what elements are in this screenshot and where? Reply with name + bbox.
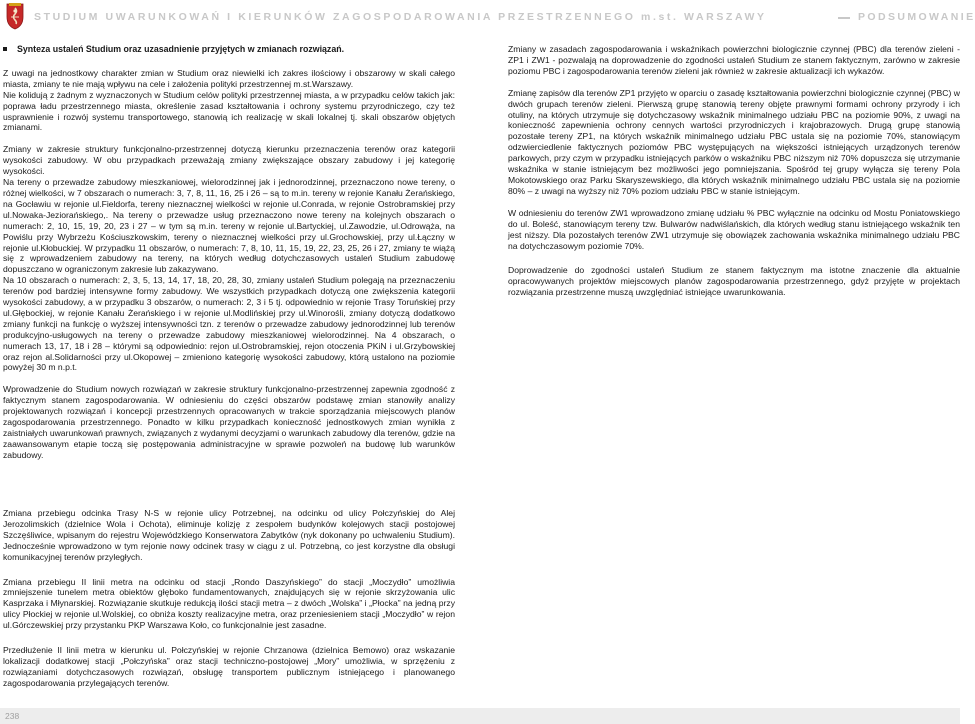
left-column — [3, 44, 455, 461]
section-title: PODSUMOWANIE — [858, 11, 975, 23]
bottom-section — [3, 508, 455, 689]
paragraph: Na 10 obszarach o numerach: 2, 3, 5, 13, 14, 17, 18, 20, 28, 30, zmiany ustaleń Studium polegają na przeznaczeniu terenów pod bardziej intensywne formy zabudowy. We wszystkich przypadkach dotyczą one zwiększenia kategorii wysokości zabudowy, a w przypadku 3 obszarów, o numerach: 2, 3 i 5 tj. odpowiednio w rejonie Trasy Toruńskiej przy ul.Głębockiej, w rejonie Kanału Żerańskiego i w rejonie ul.Modlińskiej przy ul.Winorośli, zmiany dotyczą dodatkowo zmiany funkcji na funkcję o wyższej intensywności tzn. z terenów o przewadze zabudowy jednorodzinnej lub terenów produkcyjno-usługowych na tereny o przewadze zabudowy mieszkaniowej wielorodzinnej. Na 4 obszarach, o numerach 13, 17, 18 i 28 – którymi są odpowiednio: rejon ul.Ostrobramskiej, rejon otoczenia PKiN i ul.Grzybowskiej oraz rejon al.Solidarności przy ul.Okopowej – zmieniono kategorię wysokości zabudowy, którą ustalono na poziomie powyżej 30 m n.p.t. — [3, 275, 455, 373]
heading-text: Synteza ustaleń Studium oraz uzasadnienie przyjętych w zmianach rozwiązań. — [17, 44, 345, 54]
paragraph: Z uwagi na jednostkowy charakter zmian w Studium oraz niewielki ich zakres ilościowy i obszarowy w skali całego miasta, zmiany te nie mają wpływu na cele i założenia polityki przestrzennej m.st.Warszawy. — [3, 67, 455, 89]
warsaw-coat-of-arms-icon — [4, 3, 26, 30]
paragraph: Przedłużenie II linii metra w kierunku ul. Połczyńskiej w rejonie Chrzanowa (dzielnica Bemowo) oraz wskazanie lokalizacji dodatkowej stacji „Połczyńska” oraz stacji techniczno-postojowej „Mory” umożliwia, w sprzężeniu z rozwiązaniami dotychczasowych rozwiązań, obsługę transportem publicznym istniejącego i planowanego zagospodarowania przylegających terenów. — [3, 645, 455, 688]
paragraph: Wprowadzenie do Studium nowych rozwiązań w zakresie struktury funkcjonalno-przestrzennej zapewnia zgodność z faktycznym stanem zagospodarowania. W odniesieniu do części obszarów podstawę zmian stanowiły analizy projektowanych rozwiązań i koncepcji przestrzennych opracowanych w trakcie sporządzania miejscowych planów zagospodarowania przestrzennego. Ponadto w kilku przypadkach konieczność jednostkowych zmian wynikła z zaistniałych uwarunkowań prawnych, związanych z wydanymi decyzjami o warunkach zabudowy dla terenów, gdzie na zaawansowanym etapie toczą się postępowania administracyjne w sprawie pozwoleń na budowę lub warunków zabudowy. — [3, 384, 455, 460]
bullet-icon — [3, 47, 7, 51]
paragraph: Zmiany w zakresie struktury funkcjonalno-przestrzennej dotyczą kierunku przeznaczenia terenów oraz kategorii wysokości zabudowy. W obu przypadkach przeważają zmiany zwiększające obszary zabudowy i jej kategorię wysokości. — [3, 144, 455, 177]
paragraph: W odniesieniu do terenów ZW1 wprowadzono zmianę udziału % PBC wyłącznie na odcinku od Mostu Poniatowskiego do ul. Boleść, stanowiącym tereny tzw. Bulwarów nadwiślańskich, dla których według stanu istniejącego wskaźnik ten jest niższy. Dla pozostałych terenów ZW1 utrzymuje się obowiązek zachowania wskaźnika minimalnego udziału PBC na dotychczasowym poziomie 70%. — [508, 207, 960, 251]
paragraph: Zmianę zapisów dla terenów ZP1 przyjęto w oparciu o zasadę kształtowania powierzchni biologicznie czynnej (PBC) w dwóch grupach terenów zieleni. Pierwszą grupę stanowią tereny objęte prawnymi formami ochrony przyrody i ich otuliny, na których utrzymuje się dotychczasowy wskaźnik minimalnego udziału PBC na poziomie 90%, z uwagi na konieczność zapewnienia ochrony cennych wartości przyrodniczych i krajobrazowych. Drugą grupę stanowią pozostałe tereny ZP1, na których wskaźnik minimalnego udziału PBC ustala się na poziomie 70%, stanowiącym odzwierciedlenie faktycznych poziomów PBC występujących na większości istniejących urządzonych terenów parkowych, przy czym w przypadku istniejących parków o wskaźniku PBC niższym niż 70% dopuszcza się utrzymanie wskaźnika w stanie istniejącym bez możliwości jego pomniejszania. Spośród tej grupy wyłącza się tereny Pola Mokotowskiego oraz Parku Skaryszewskiego, dla których wskaźnik minimalnego udziału PBC ustala się na poziomie 80% – z uwagi na wyższy niż 70% poziom udziału PBC w stanie istniejącym. — [508, 87, 960, 196]
paragraph: Zmiana przebiegu II linii metra na odcinku od stacji „Rondo Daszyńskiego” do stacji „Moczydło” umożliwia zmniejszenie tunelem metra obiektów głęboko fundamentowanych, znajdujących się w rejonie skrzyżowania ulic Kasprzaka i Młynarskiej. Rozwiązanie skutkuje redukcją ilości stacji metra – z dwóch „Wolska” i „Płocka” na jedną przy ulicy Płockiej w rejonie ul.Wolskiej, co obniża koszty realizacyjne metra, oraz przeniesieniem stacji „Moczydło” w rejon ul.Górczewskiej przy przystanku PKP Warszawa Koło, co funkcjonalnie jest zasadne. — [3, 576, 455, 631]
header-divider — [838, 17, 850, 19]
paragraph: Zmiany w zasadach zagospodarowania i wskaźnikach powierzchni biologicznie czynnej (PBC) dla terenów zieleni - ZP1 i ZW1 - pozwalają na doprowadzenie do zgodności ustaleń Studium ze stanem faktycznym, zarówno w zakresie poziomu PBC i zagospodarowania terenów zieleni jak również w zakresie aktualizacji ich wykazów. — [508, 44, 960, 76]
paragraph: Nie kolidują z żadnym z wyznaczonych w Studium celów polityki przestrzennej miasta, a w przypadku celów takich jak: poprawa ładu przestrzennego miasta, określenie zasad kształtowania i ochrony systemu przyrodniczego, czy też usprawnienie i rozwój systemu transportowego, stanowią ich realizację w skali lokalnej tj. skali obszarów objętych zmianami. — [3, 89, 455, 133]
right-column — [508, 44, 960, 298]
footer-bar — [0, 708, 960, 724]
page-header — [0, 0, 975, 36]
document-title: STUDIUM UWARUNKOWAŃ I KIERUNKÓW ZAGOSPODAROWANIA PRZESTRZENNEGO m.st. WARSZAWY — [34, 11, 767, 23]
paragraph: Zmiana przebiegu odcinka Trasy N-S w rejonie ulicy Potrzebnej, na odcinku od ulicy Połczyńskiej do Alej Jerozolimskich (dzielnice Wola i Ochota), eliminuje kolizję z zespołem budynków kolejowych stacji postojowej Szczęśliwice, wpisanym do rejestru Wojewódzkiego Konserwatora Zabytków (nyk dokonany po uchwaleniu Studium). Jednocześnie wprowadzono w tym rejonie nowy odcinek trasy w ciągu z ul. Potrzebną, co jest korzystne dla obsługi komunikacyjnej terenów przyległych. — [3, 508, 455, 562]
page-number: 238 — [5, 711, 20, 721]
section-heading — [3, 44, 455, 55]
paragraph: Na tereny o przewadze zabudowy mieszkaniowej, wielorodzinnej jak i jednorodzinnej, przeznaczono nowe tereny, o różnej wielkości, w 7 obszarach o numerach: 3, 7, 8, 11, 16, 25 i 26 – są to m.in. tereny w rejonie Kanału Żerańskiego, na Gocławiu w rejonie ul.Fieldorfa, tereny nieznacznej wielkości w rejonie ul.Conrada, w rejonie Ostrobramskiej przy ul.Nowaka-Jeziorańskiego,. Na tereny o przewadze usług przeznaczono nowe tereny na kolejnych obszarach o numerach: 2, 10, 15, 19, 20, 23 i 27 – w tym są m.in. tereny w rejonie ul.Bartyckiej, ul.Zawodzie, ul.Odrowąża, na Powiślu przy Wybrzeżu Kościuszkowskim, tereny o nieznacznej wielkości przy ul.Grochowskiej, przy ul.Łączny w rejonie ul.Kłobuckiej. W przypadku 11 obszarów, o numerach: 7, 8, 10, 11, 15, 19, 22, 23, 25, 26 i 27, zmiany te wiążą się z wprowadzeniem zabudowy na tereny, na których według dotychczasowych ustaleń Studium zabudowę dopuszczano w ograniczonym zakresie lub zakazywano. — [3, 177, 455, 275]
paragraph: Doprowadzenie do zgodności ustaleń Studium ze stanem faktycznym ma istotne znaczenie dla aktualnie opracowywanych projektów miejscowych planów zagospodarowania przestrzennego, gdyż przyjęte w projektach rozwiązania przestrzenne muszą uwzględniać istniejące uwarunkowania. — [508, 265, 960, 298]
